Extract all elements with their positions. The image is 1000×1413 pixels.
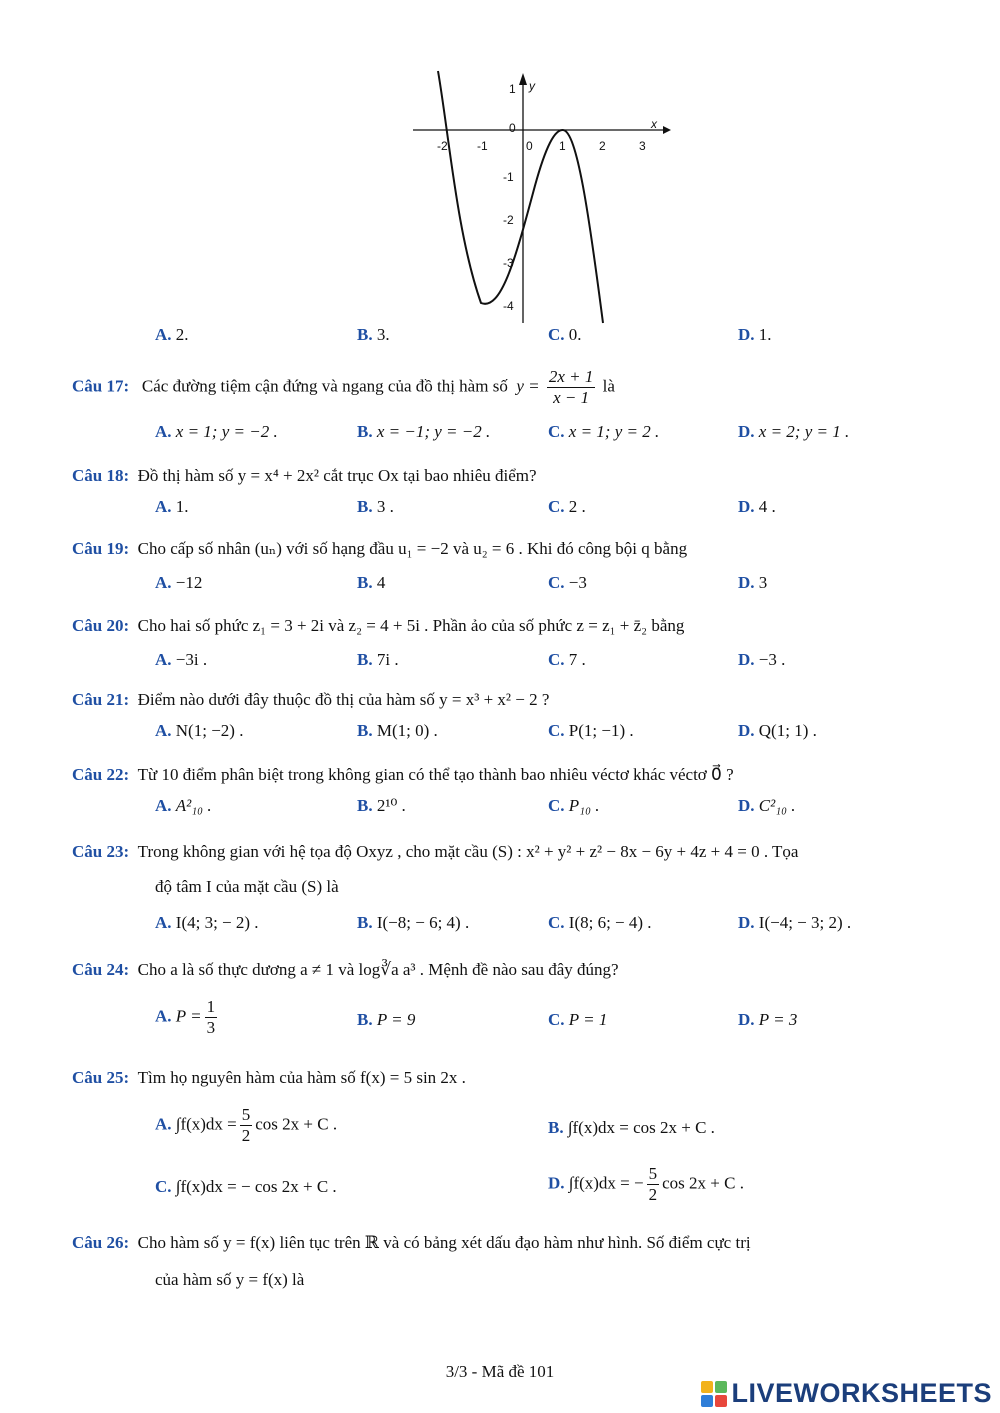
question-25: Câu 25: Tìm họ nguyên hàm của hàm số f(x) = 5 sin 2x . <box>72 1068 466 1087</box>
q24-option-d[interactable]: D. P = 3 <box>738 1010 798 1029</box>
brand-icon <box>701 1381 727 1407</box>
q21-option-b[interactable]: B. M(1; 0) . <box>357 721 438 740</box>
brand-text: LIVEWORKSHEETS <box>731 1378 992 1408</box>
fraction: $\frac{2x + 1}{x - 1}$ <box>548 367 594 407</box>
option-value: 2. <box>175 325 189 344</box>
question-17: Câu 17: Các đường tiệm cận đứng và ngang của đồ thị hàm số y = $\frac{2x + 1}{x - 1}$ là <box>72 367 615 407</box>
q25-option-c[interactable]: C. ∫f(x)dx = − cos 2x + C . <box>155 1177 337 1196</box>
question-text: Đồ thị hàm số y = x⁴ + 2x² cắt trục Ox tại bao nhiêu điểm? <box>137 466 537 485</box>
option-letter: D. <box>738 325 755 344</box>
y-tick: -1 <box>503 170 514 184</box>
q23-option-b[interactable]: B. I(−8; − 6; 4) . <box>357 913 470 932</box>
question-label: Câu 17: <box>72 376 130 396</box>
q19-option-a[interactable]: A. −12 <box>155 573 203 592</box>
q16-option-d[interactable] <box>738 325 772 345</box>
y-tick: -4 <box>503 299 514 313</box>
question-text: Từ 10 điểm phân biệt trong không gian có thể tạo thành bao nhiêu véctơ khác véctơ 0⃗ ? <box>137 765 734 784</box>
x-axis-label: x <box>651 117 657 131</box>
question-20: Câu 20: Cho hai số phức z₁ = 3 + 2i và z₂ = 4 + 5i . Phần ảo của số phức z = z₁ + z̄₂ bằng <box>72 616 685 635</box>
question-22: Câu 22: Từ 10 điểm phân biệt trong không gian có thể tạo thành bao nhiêu véctơ khác véctơ 0⃗ ? <box>72 765 734 784</box>
q22-option-d[interactable]: D. C²₁₀ . <box>738 796 796 815</box>
y-tick: 1 <box>509 82 516 96</box>
q19-option-d[interactable]: D. 3 <box>738 573 768 592</box>
option-letter: A. <box>155 325 172 344</box>
question-18: Câu 18: Đồ thị hàm số y = x⁴ + 2x² cắt trục Ox tại bao nhiêu điểm? <box>72 466 537 485</box>
q24-option-a[interactable]: A. P = $\frac{1}{3}$ <box>155 997 216 1037</box>
q20-option-a[interactable]: A. −3i . <box>155 650 208 669</box>
q16-option-a[interactable] <box>155 325 189 345</box>
q20-option-c[interactable]: C. 7 . <box>548 650 586 669</box>
fraction: $\frac{1}{3}$ <box>206 997 216 1037</box>
q25-option-a[interactable]: A. ∫f(x)dx = $\frac{5}{2}$ cos 2x + C . <box>155 1105 338 1145</box>
question-26: Câu 26: Cho hàm số y = f(x) liên tục trên ℝ và có bảng xét dấu đạo hàm như hình. Số điểm cực trị <box>72 1233 751 1252</box>
q18-option-d[interactable]: D. 4 . <box>738 497 776 516</box>
q24-option-b[interactable]: B. P = 9 <box>357 1010 416 1029</box>
q18-option-b[interactable]: B. 3 . <box>357 497 394 516</box>
question-21: Câu 21: Điểm nào dưới đây thuộc đồ thị của hàm số y = x³ + x² − 2 ? <box>72 690 550 709</box>
question-text: Cho a là số thực dương a ≠ 1 và log∛a a³ . Mệnh đề nào sau đây đúng? <box>137 960 619 979</box>
x-tick: 3 <box>639 139 646 153</box>
question-text: Điểm nào dưới đây thuộc đồ thị của hàm số y = x³ + x² − 2 ? <box>137 690 550 709</box>
x-tick: -2 <box>437 139 448 153</box>
question-24: Câu 24: Cho a là số thực dương a ≠ 1 và log∛a a³ . Mệnh đề nào sau đây đúng? <box>72 960 619 979</box>
q23-option-c[interactable]: C. I(8; 6; − 4) . <box>548 913 652 932</box>
question-text: Các đường tiệm cận đứng và ngang của đồ thị hàm số <box>141 376 508 396</box>
q22-option-a[interactable]: A. A²₁₀ . <box>155 796 212 815</box>
x-axis-arrow <box>663 126 671 134</box>
q24-option-c[interactable]: C. P = 1 <box>548 1010 608 1029</box>
q17-option-d[interactable]: D. x = 2; y = 1 . <box>738 422 850 441</box>
q20-option-b[interactable]: B. 7i . <box>357 650 399 669</box>
option-value: 3. <box>376 325 390 344</box>
question-text: Tìm họ nguyên hàm của hàm số f(x) = 5 sin 2x . <box>137 1068 466 1087</box>
q19-option-b[interactable]: B. 4 <box>357 573 386 592</box>
y-axis-label: y <box>529 79 535 93</box>
x-tick: -1 <box>477 139 488 153</box>
q22-option-b[interactable]: B. 2¹⁰ . <box>357 796 406 815</box>
question-19: Câu 19: Cho cấp số nhân (uₙ) với số hạng đầu u₁ = −2 và u₂ = 6 . Khi đó công bội q bằng <box>72 539 688 558</box>
q16-option-b[interactable] <box>357 325 390 345</box>
fraction: $\frac{5}{2}$ <box>241 1105 251 1145</box>
x-tick: 1 <box>559 139 566 153</box>
page-footer: 3/3 - Mã đề 101 <box>445 1362 555 1381</box>
question-26-continued: của hàm số y = f(x) là <box>155 1270 305 1289</box>
q16-option-c[interactable] <box>548 325 582 345</box>
liveworksheets-logo <box>701 1378 992 1409</box>
question-text: Cho hai số phức z₁ = 3 + 2i và z₂ = 4 + 5i . Phần ảo của số phức z = z₁ + z̄₂ bằng <box>137 616 685 635</box>
q25-option-b[interactable]: B. ∫f(x)dx = cos 2x + C . <box>548 1118 715 1137</box>
q18-option-a[interactable]: A. 1. <box>155 497 189 516</box>
option-value: 0. <box>568 325 582 344</box>
q22-option-c[interactable]: C. P₁₀ . <box>548 796 600 815</box>
y-axis-arrow <box>519 73 527 85</box>
y-tick: -3 <box>503 256 514 270</box>
option-letter: B. <box>357 325 373 344</box>
q17-option-c[interactable]: C. x = 1; y = 2 . <box>548 422 660 441</box>
fraction: $\frac{5}{2}$ <box>648 1164 658 1204</box>
question-23-continued: độ tâm I của mặt cầu (S) là <box>155 877 339 896</box>
y-tick: -2 <box>503 213 514 227</box>
q18-option-c[interactable]: C. 2 . <box>548 497 586 516</box>
y-tick: 0 <box>509 121 516 135</box>
q23-option-d[interactable]: D. I(−4; − 3; 2) . <box>738 913 852 932</box>
x-tick: 0 <box>526 139 533 153</box>
question-text: Cho hàm số y = f(x) liên tục trên ℝ và có bảng xét dấu đạo hàm như hình. Số điểm cực trị <box>137 1233 751 1252</box>
q21-option-d[interactable]: D. Q(1; 1) . <box>738 721 817 740</box>
q17-option-a[interactable]: A. x = 1; y = −2 . <box>155 422 278 441</box>
q17-option-b[interactable]: B. x = −1; y = −2 . <box>357 422 491 441</box>
curve <box>438 71 603 323</box>
q20-option-d[interactable]: D. −3 . <box>738 650 786 669</box>
option-letter: C. <box>548 325 565 344</box>
q21-option-a[interactable]: A. N(1; −2) . <box>155 721 244 740</box>
q19-option-c[interactable]: C. −3 <box>548 573 587 592</box>
question-text: Cho cấp số nhân (uₙ) với số hạng đầu u₁ = −2 và u₂ = 6 . Khi đó công bội q bằng <box>137 539 688 558</box>
formula: y = <box>516 376 540 396</box>
q23-option-a[interactable]: A. I(4; 3; − 2) . <box>155 913 259 932</box>
question-23: Câu 23: Trong không gian với hệ tọa độ Oxyz , cho mặt cầu (S) : x² + y² + z² − 8x − 6y + 4z + 4 = 0 . Tọa <box>72 842 799 861</box>
q21-option-c[interactable]: C. P(1; −1) . <box>548 721 634 740</box>
x-tick: 2 <box>599 139 606 153</box>
option-value: 1. <box>758 325 772 344</box>
q25-option-d[interactable]: D. ∫f(x)dx = − $\frac{5}{2}$ cos 2x + C . <box>548 1164 744 1204</box>
question-text: Trong không gian với hệ tọa độ Oxyz , cho mặt cầu (S) : x² + y² + z² − 8x − 6y + 4z + 4 = 0 . Tọa <box>137 842 799 861</box>
function-graph <box>405 65 675 327</box>
